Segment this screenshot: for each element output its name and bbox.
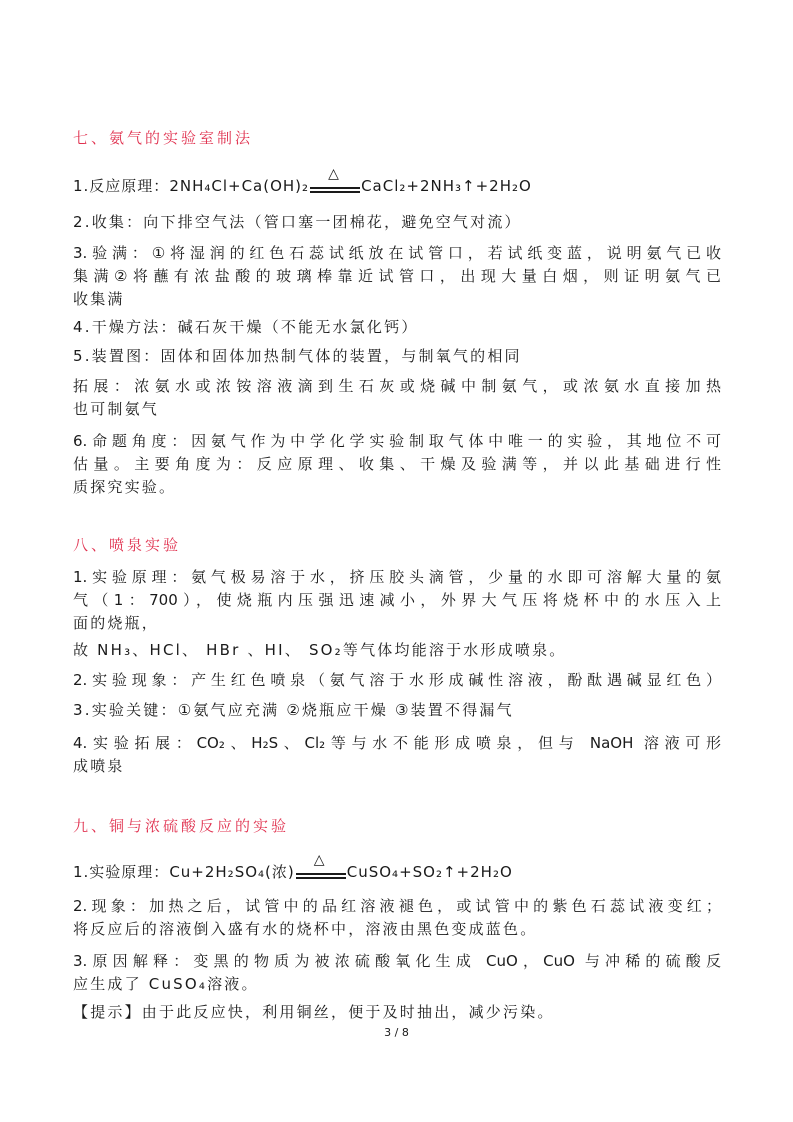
text-line: 将反应后的溶液倒入盛有水的烧杯中，溶液由黑色变成蓝色。 xyxy=(73,920,538,938)
section-title: 九、铜与浓硫酸反应的实验 xyxy=(73,817,290,835)
text-line: 2.收集：向下排空气法（管口塞一团棉花，避免空气对流） xyxy=(73,213,522,231)
text-line: 应生成了 CuSO₄溶液。 xyxy=(73,975,259,993)
text-line: 【提示】由于此反应快，利用铜丝，便于及时抽出，减少污染。 xyxy=(73,1003,555,1021)
page-number: 3 / 8 xyxy=(384,1026,409,1039)
text-line: 6.命题角度：因氨气作为中学化学实验制取气体中唯一的实验，其地位不可 xyxy=(73,432,721,450)
text-line: 拓展：浓氨水或浓铵溶液滴到生石灰或烧碱中制氨气，或浓氨水直接加热 xyxy=(73,377,721,395)
equation-reactants: Cu+2H₂SO₄(浓) xyxy=(169,863,295,881)
text-line: 也可制氨气 xyxy=(73,400,160,418)
heat-triangle-icon: △ xyxy=(328,166,339,182)
equation-line xyxy=(73,852,721,882)
equals-line xyxy=(310,187,360,189)
equation-label: 1.实验原理： xyxy=(73,863,170,881)
text-line: 4.实验拓展：CO₂、H₂S、Cl₂等与水不能形成喷泉，但与 NaOH 溶液可形 xyxy=(73,734,721,752)
equation-reactants: 2NH₄Cl+Ca(OH)₂ xyxy=(169,177,310,195)
text-line: 5.装置图：固体和固体加热制气体的装置，与制氧气的相同 xyxy=(73,347,522,365)
text-line: 1.实验原理：氨气极易溶于水，挤压胶头滴管，少量的水即可溶解大量的氨 xyxy=(73,568,721,586)
heating-equals-sign xyxy=(296,852,346,882)
equals-line xyxy=(296,877,346,879)
equals-line xyxy=(310,191,360,193)
equation-label: 1.反应原理： xyxy=(73,177,170,195)
text-line: 2.现象：加热之后，试管中的品红溶液褪色，或试管中的紫色石蕊试液变红； xyxy=(73,897,721,915)
section-title: 七、氨气的实验室制法 xyxy=(73,129,254,147)
text-line: 面的烧瓶， xyxy=(73,614,160,632)
text-line: 4.干燥方法：碱石灰干燥（不能无水氯化钙） xyxy=(73,318,419,336)
equals-line xyxy=(296,873,346,875)
equation-products: CaCl₂+2NH₃↑+2H₂O xyxy=(361,177,532,195)
text-line: 估量。主要角度为：反应原理、收集、干燥及验满等，并以此基础进行性 xyxy=(73,455,721,473)
text-line: 3.实验关键：①氨气应充满 ②烧瓶应干燥 ③装置不得漏气 xyxy=(73,701,514,719)
text-line: 收集满 xyxy=(73,290,125,308)
text-line: 2.实验现象：产生红色喷泉（氨气溶于水形成碱性溶液，酚酞遇碱显红色） xyxy=(73,671,721,689)
text-line: 故 NH₃、HCl、 HBr 、HI、 SO₂等气体均能溶于水形成喷泉。 xyxy=(73,641,567,659)
heating-equals-sign xyxy=(310,166,360,196)
equation-line xyxy=(73,166,721,196)
text-line: 气（1：700），使烧瓶内压强迅速减小，外界大气压将烧杯中的水压入上 xyxy=(73,591,721,609)
text-line: 3.验满：①将湿润的红色石蕊试纸放在试管口，若试纸变蓝，说明氨气已收 xyxy=(73,244,721,262)
equation-products: CuSO₄+SO₂↑+2H₂O xyxy=(346,863,513,881)
text-line: 3.原因解释：变黑的物质为被浓硫酸氧化生成 CuO，CuO 与冲稀的硫酸反 xyxy=(73,952,721,970)
text-line: 质探究实验。 xyxy=(73,478,177,496)
heat-triangle-icon: △ xyxy=(313,852,325,868)
text-line: 成喷泉 xyxy=(73,757,125,775)
section-title: 八、喷泉实验 xyxy=(73,536,182,554)
text-line: 集满②将蘸有浓盐酸的玻璃棒靠近试管口，出现大量白烟，则证明氨气已 xyxy=(73,267,721,285)
